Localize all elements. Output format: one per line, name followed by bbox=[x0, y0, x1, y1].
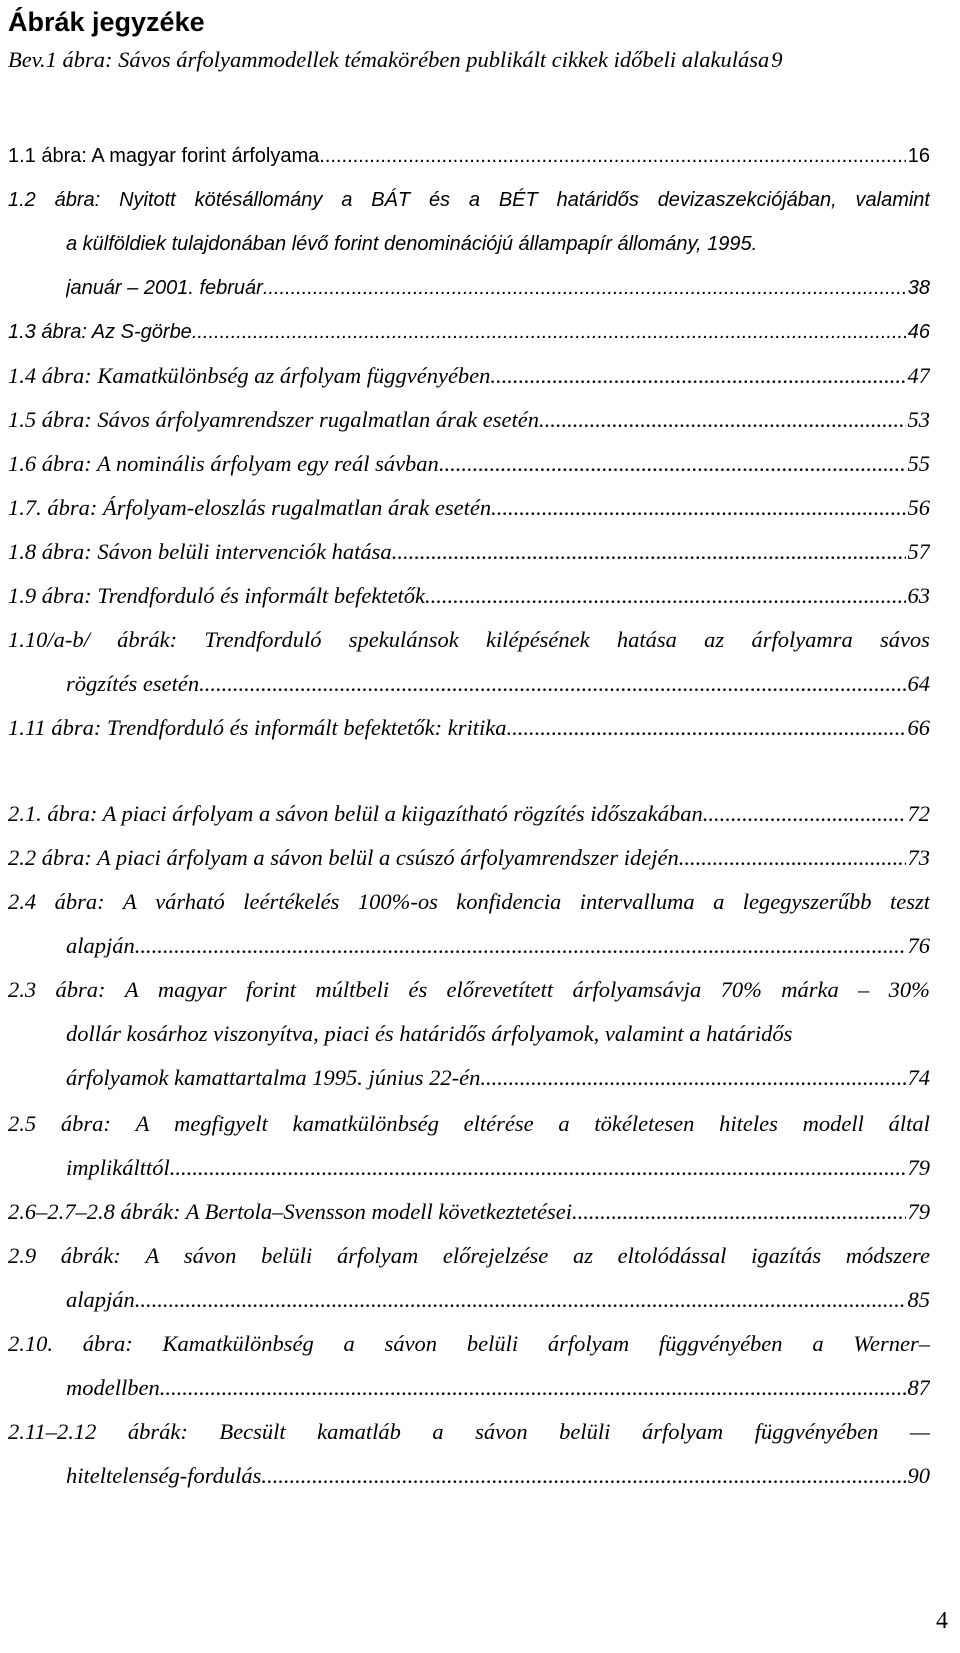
dot-leader bbox=[135, 930, 906, 962]
dot-leader bbox=[199, 668, 905, 700]
dot-leader bbox=[319, 140, 905, 172]
dot-leader bbox=[439, 448, 906, 480]
toc-entry-title: Bev.1 ábra: Sávos árfolyammodellek témakörében publikált cikkek időbeli alakulása bbox=[8, 47, 770, 72]
toc-entry-page: 74 bbox=[907, 1065, 930, 1090]
toc-entry bbox=[8, 1196, 930, 1228]
dot-leader bbox=[480, 1062, 905, 1094]
toc-entry-continuation: rögzítés esetén ..... 64 bbox=[66, 668, 930, 700]
toc-entry-page: 87 bbox=[907, 1375, 930, 1400]
toc-entry-page: 38 bbox=[907, 277, 930, 299]
toc-entry bbox=[8, 184, 930, 216]
toc-entry-continuation: dollár kosárhoz viszonyítva, piaci és határidős árfolyamok, valamint a határidős bbox=[66, 1021, 793, 1046]
toc-entry-title: 1.7. ábra: Árfolyam-eloszlás rugalmatlan árak esetén bbox=[8, 495, 492, 520]
toc-entry-title: 2.2 ábra: A piaci árfolyam a sávon belül a csúszó árfolyamrendszer idején bbox=[8, 845, 679, 870]
toc-entry bbox=[8, 360, 930, 392]
toc-entry-page: 66 bbox=[907, 715, 930, 740]
page-title: Ábrák jegyzéke bbox=[8, 7, 205, 37]
toc-entry-title: 2.1. ábra: A piaci árfolyam a sávon belül a kiigazítható rögzítés időszakában bbox=[8, 801, 703, 826]
toc-entry bbox=[8, 712, 930, 744]
toc-entry bbox=[8, 580, 930, 612]
toc-entry-title: 2.6–2.7–2.8 ábrák: A Bertola–Svensson modell következtetései bbox=[8, 1199, 573, 1224]
dot-leader bbox=[135, 1284, 906, 1316]
toc-entry-page: 46 bbox=[907, 321, 930, 343]
toc-entry-title: 1.6 ábra: A nominális árfolyam egy reál sávban bbox=[8, 451, 439, 476]
toc-entry-continuation: alapján ..... 76 bbox=[66, 930, 930, 962]
toc-entry-title: 2.10. ábra: Kamatkülönbség a sávon belüli árfolyam függvényében a Werner– bbox=[8, 1331, 930, 1356]
toc-entry bbox=[8, 798, 930, 830]
toc-entry-page: 47 bbox=[907, 363, 930, 388]
toc-entry-title: 2.9 ábrák: A sávon belüli árfolyam előrejelzése az eltolódással igazítás módszere bbox=[8, 1243, 930, 1268]
toc-entry-title: 1.2 ábra: Nyitott kötésállomány a BÁT és a BÉT határidős devizaszekciójában, valamint bbox=[8, 189, 930, 211]
toc-entry-page: 64 bbox=[907, 671, 930, 696]
toc-entry-title: 2.11–2.12 ábrák: Becsült kamatláb a sávon belüli árfolyam függvényében — bbox=[8, 1419, 930, 1444]
dot-leader bbox=[703, 798, 906, 830]
toc-entry-title: 2.4 ábra: A várható leértékelés 100%-os konfidencia intervalluma a legegyszerűbb teszt bbox=[8, 889, 930, 914]
dot-leader bbox=[490, 360, 905, 392]
toc-entry bbox=[8, 886, 930, 918]
toc-entry-page: 73 bbox=[907, 845, 930, 870]
toc-entry-title: 2.5 ábra: A megfigyelt kamatkülönbség eltérése a tökéletesen hiteles modell által bbox=[8, 1111, 930, 1136]
dot-leader bbox=[192, 316, 906, 348]
toc-entry-continuation: a külföldiek tulajdonában lévő forint denominációjú állampapír állomány, 1995. bbox=[66, 233, 758, 255]
dot-leader bbox=[679, 842, 906, 874]
toc-entry-continuation: hiteltelenség-fordulás ..... 90 bbox=[66, 1460, 930, 1492]
toc-entry-title: 1.1 ábra: A magyar forint árfolyama bbox=[8, 145, 320, 167]
toc-entry bbox=[8, 140, 930, 172]
page-number: 4 bbox=[936, 1608, 948, 1634]
toc-entry bbox=[8, 974, 930, 1006]
toc-entry-page: 90 bbox=[907, 1463, 930, 1488]
toc-entry bbox=[8, 1328, 930, 1360]
toc-entry-page: 76 bbox=[907, 933, 930, 958]
toc-entry-continuation: január – 2001. február ..... 38 bbox=[66, 272, 930, 304]
toc-entry-title: 1.10/a-b/ ábrák: Trendforduló spekulánsok kilépésének hatása az árfolyamra sávos bbox=[8, 627, 930, 652]
dot-leader bbox=[261, 1460, 905, 1492]
toc-entry bbox=[8, 624, 930, 656]
toc-entry bbox=[8, 492, 930, 524]
toc-entry-title: 1.8 ábra: Sávon belüli intervenciók hatása bbox=[8, 539, 392, 564]
toc-entry-page: 57 bbox=[907, 539, 930, 564]
toc-entry-page: 9 bbox=[771, 47, 783, 72]
dot-leader bbox=[506, 712, 905, 744]
toc-entry-page: 56 bbox=[907, 495, 930, 520]
toc-entry-continuation: modellben ..... 87 bbox=[66, 1372, 930, 1404]
dot-leader bbox=[170, 1152, 906, 1184]
dot-leader bbox=[572, 1196, 905, 1228]
dot-leader bbox=[392, 536, 906, 568]
toc-entry-page: 16 bbox=[907, 145, 930, 167]
toc-entry-page: 63 bbox=[907, 583, 930, 608]
toc-entry bbox=[8, 448, 930, 480]
dot-leader bbox=[425, 580, 905, 612]
toc-entry bbox=[8, 316, 930, 348]
toc-entry bbox=[8, 404, 930, 436]
toc-entry-continuation: árfolyamok kamattartalma 1995. június 22-én ..... 74 bbox=[66, 1062, 930, 1094]
toc-entry bbox=[8, 1240, 930, 1272]
dot-leader bbox=[160, 1372, 906, 1404]
toc-entry-page: 79 bbox=[907, 1199, 930, 1224]
toc-entry-title: 1.5 ábra: Sávos árfolyamrendszer rugalmatlan árak esetén bbox=[8, 407, 539, 432]
toc-entry-page: 85 bbox=[907, 1287, 930, 1312]
toc-entry-continuation: alapján ..... 85 bbox=[66, 1284, 930, 1316]
toc-entry-title: 1.4 ábra: Kamatkülönbség az árfolyam függvényében bbox=[8, 363, 491, 388]
toc-entry-title: 1.3 ábra: Az S-görbe bbox=[8, 321, 192, 343]
toc-entry bbox=[8, 1416, 930, 1448]
toc-entry-title: 1.9 ábra: Trendforduló és informált befektetők bbox=[8, 583, 426, 608]
toc-entry-title: 1.11 ábra: Trendforduló és informált befektetők: kritika bbox=[8, 715, 507, 740]
dot-leader bbox=[539, 404, 906, 436]
dot-leader bbox=[263, 272, 906, 304]
toc-entry bbox=[8, 536, 930, 568]
toc-entry bbox=[8, 44, 930, 76]
toc-entry bbox=[8, 1108, 930, 1140]
toc-entry-continuation: implikálttól ..... 79 bbox=[66, 1152, 930, 1184]
toc-entry-page: 72 bbox=[907, 801, 930, 826]
toc-entry-page: 79 bbox=[907, 1155, 930, 1180]
toc-entry-page: 55 bbox=[907, 451, 930, 476]
toc-entry-title: 2.3 ábra: A magyar forint múltbeli és előrevetített árfolyamsávja 70% márka – 30% bbox=[8, 977, 930, 1002]
toc-entry bbox=[8, 842, 930, 874]
dot-leader bbox=[491, 492, 905, 524]
toc-entry-page: 53 bbox=[907, 407, 930, 432]
